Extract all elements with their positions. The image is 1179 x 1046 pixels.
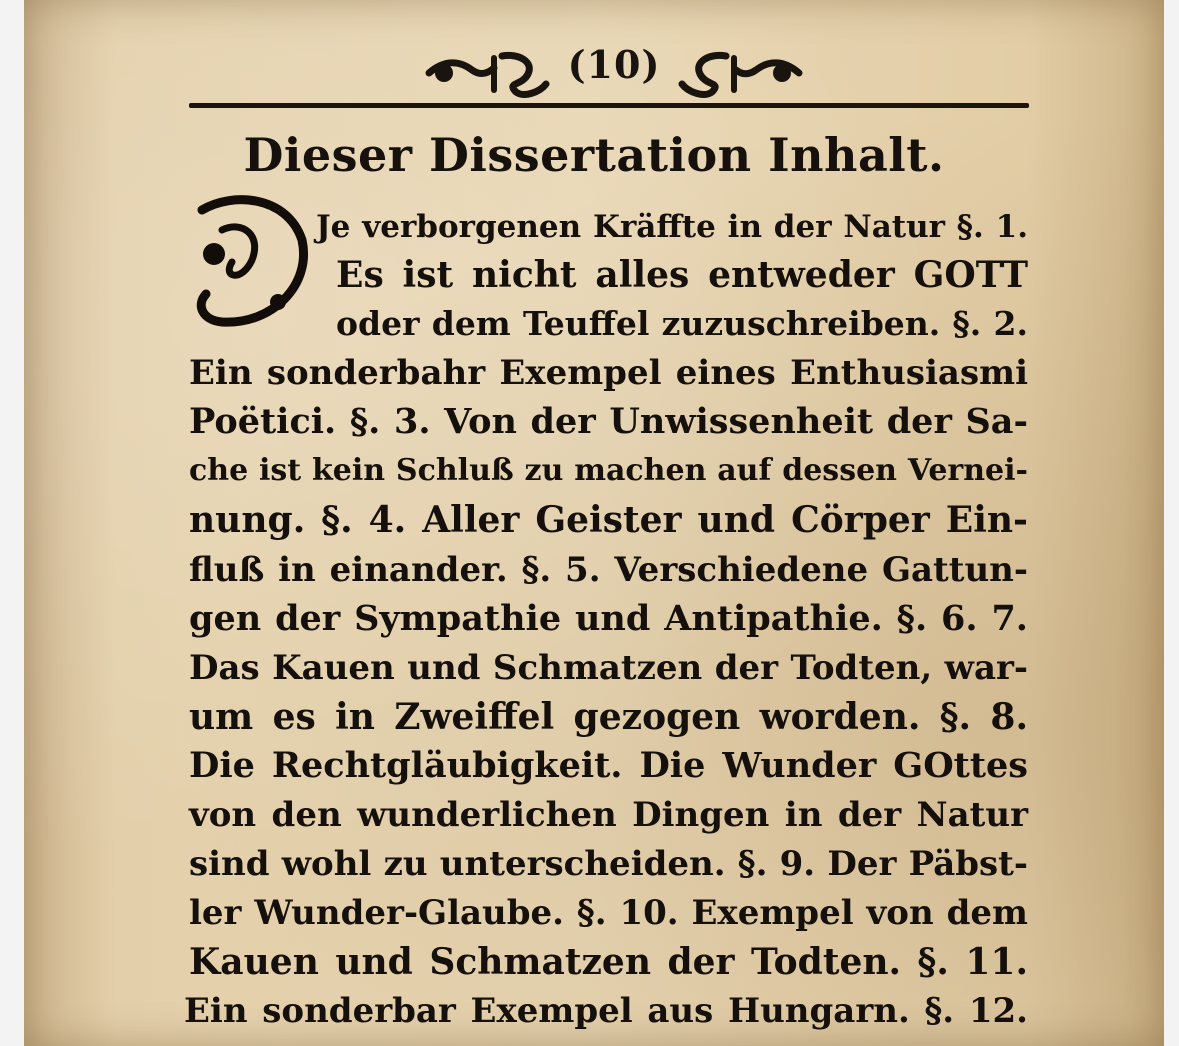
ornament-right-icon [674, 48, 804, 98]
page-number: (10) [567, 42, 661, 87]
text-line: fluß in einander. §. 5. Verschiedene Gattun- [189, 550, 1028, 590]
text-line: sind wohl zu unterscheiden. §. 9. Der Päbst- [189, 844, 1028, 884]
text-line: oder dem Teuffel zuzuschreiben. §. 2. [336, 304, 1028, 343]
text-line: che ist kein Schluß zu machen auf dessen Vernei- [189, 453, 1028, 488]
text-line: Ein sonderbar Exempel aus Hungarn. §. 12. [184, 991, 1028, 1031]
text-line: Poëtici. §. 3. Von der Unwissenheit der Sa- [189, 401, 1028, 442]
text-line: ler Wunder-Glaube. §. 10. Exempel von dem [189, 893, 1028, 933]
text-line: gen der Sympathie und Antipathie. §. 6. 7. [189, 598, 1028, 639]
page-header [24, 38, 1164, 104]
text-line: Kauen und Schmatzen der Todten. §. 11. [189, 941, 1028, 983]
text-line: um es in Zweiffel gezogen worden. §. 8. [189, 696, 1028, 738]
text-line: Je verborgenen Kräffte in der Natur §. 1. [316, 209, 1028, 245]
text-line: Ein sonderbahr Exempel eines Enthusiasmi [189, 353, 1028, 393]
decorated-initial [192, 190, 310, 330]
text-line: Die Rechtgläubigkeit. Die Wunder GOttes [189, 745, 1028, 786]
book-page [24, 0, 1164, 1046]
text-line: Das Kauen und Schmatzen der Todten, war- [189, 648, 1028, 688]
header-rule [189, 103, 1029, 108]
text-line: von den wunderlichen Dingen in der Natur [189, 795, 1028, 835]
ornament-left-icon [424, 48, 554, 98]
text-line: Es ist nicht alles entweder GOTT [336, 254, 1028, 296]
section-title: Dieser Dissertation Inhalt. [243, 128, 945, 182]
text-line: nung. §. 4. Aller Geister und Cörper Ein- [189, 499, 1028, 541]
